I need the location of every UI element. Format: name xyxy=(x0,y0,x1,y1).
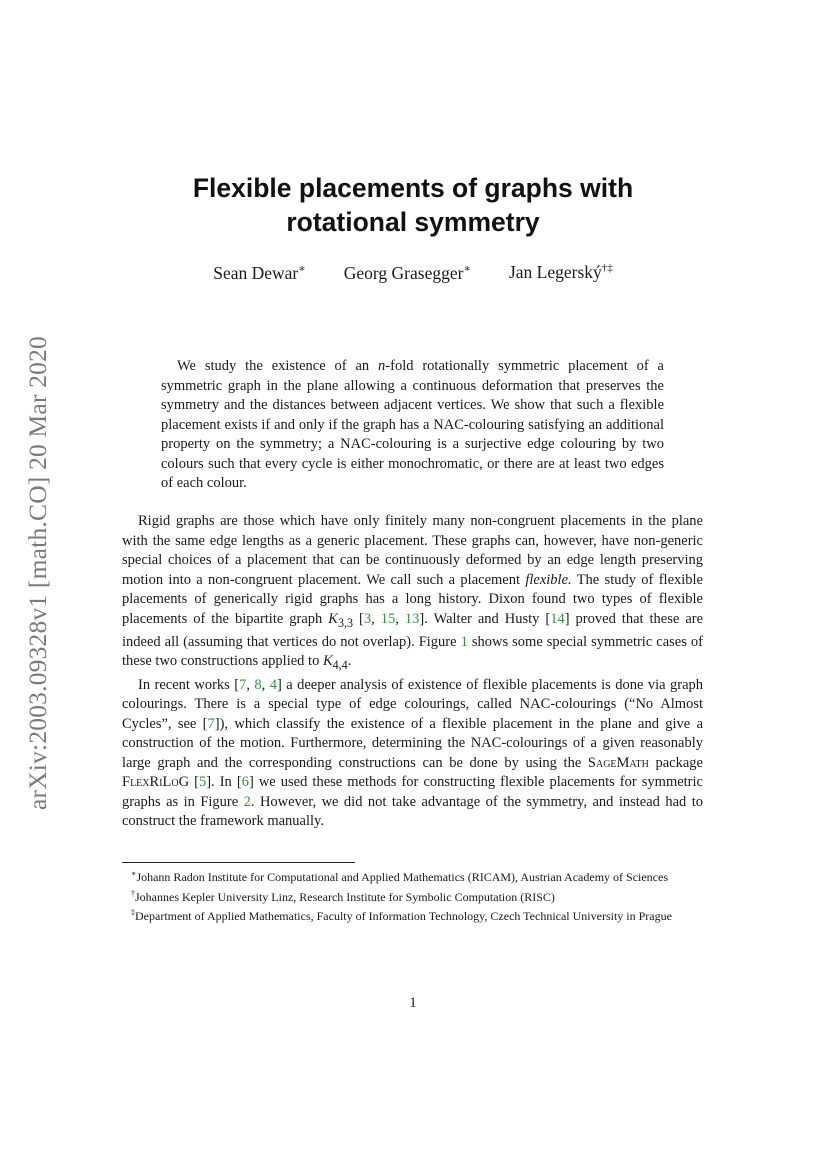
citation-link[interactable]: 7 xyxy=(239,676,247,693)
citation-link[interactable]: 6 xyxy=(241,774,249,791)
abstract-paragraph: We study the existence of an n-fold rotationally symmetric placement of a symmetric graph in the plane allowing a continuous deformation that preserves the symmetry and the distances between adjacent vertices. We show that such a flexible placement exists if and only if the graph has a NAC-colouring satisfying an additional property on the symmetry; a NAC-colouring is a surjective edge colouring by two colours such that every cycle is either monochromatic, or there are at least two edges of each colour. xyxy=(161,358,664,491)
abstract xyxy=(161,357,664,494)
arxiv-identifier-text: arXiv:2003.09328v1 [math.CO] 20 Mar 2020 xyxy=(23,335,52,811)
author-affiliation-mark: ∗ xyxy=(298,263,306,275)
author-name: Sean Dewar xyxy=(213,262,299,283)
title-line-1: Flexible placements of graphs with xyxy=(192,173,634,203)
body-paragraph-1: Rigid graphs are those which have only finitely many non-congruent placements in the plane with the same edge lengths as a generic placement. These graphs can, however, have non-generic special choices of a placement that can be continuously deformed by an edge length preserving motion into a non-congruent placement. We call such a placement flexible. The study of flexible placements of generically rigid graphs has a long history. Dixon found two types of flexible placements of the bipartite graph $K_{3,3}$ [3, 15, 13]. Walter and Husty [14] proved that these are indeed all (assuming that vertices do not overlap). Figure 1 shows some special symmetric cases of these two constructions applied to $K_{4,4}$. xyxy=(122,513,704,673)
figure-link[interactable]: 1 xyxy=(460,633,468,650)
citation-link[interactable]: 5 xyxy=(198,774,207,791)
title-line-2: rotational symmetry xyxy=(286,207,540,237)
footnote-divider xyxy=(122,862,355,863)
introduction-body xyxy=(122,512,703,832)
citation-link[interactable]: 8 xyxy=(254,676,262,693)
footnote-item: ‡Department of Applied Mathematics, Faculty of Information Technology, Czech Technical University in Prague xyxy=(131,908,672,923)
author-name: Georg Grasegger xyxy=(343,262,464,283)
citation-link[interactable]: 4 xyxy=(269,676,277,693)
body-paragraph-2: In recent works [7, 8, 4] a deeper analysis of existence of flexible placements is done via graph colourings. There is a special type of edge colourings, called NAC-colourings (“No Almost Cycles”, see [7]), which classify the existence of a flexible placement in the plane and give a construction of the motion. Furthermore, determining the NAC-colourings of a given reasonably large graph and the corresponding constructions can be done by using the SageMath package FlexRiLoG [5]. In [6] we used these methods for constructing flexible placements for symmetric graphs as in Figure 2. However, we did not take advantage of the symmetry, and instead had to construct the framework manually. xyxy=(122,676,704,830)
author-affiliation-mark: ∗ xyxy=(463,263,471,275)
citation-link[interactable]: 15 xyxy=(380,610,396,627)
author-entry xyxy=(213,262,306,284)
paper-title xyxy=(120,171,706,239)
page-number: 1 xyxy=(409,995,417,1011)
citation-link[interactable]: 7 xyxy=(207,715,215,732)
author-entry xyxy=(344,262,471,284)
footnote-item: †Johannes Kepler University Linz, Research Institute for Symbolic Computation (RISC) xyxy=(131,888,555,904)
author-entry xyxy=(509,262,613,284)
citation-link[interactable]: 14 xyxy=(550,610,565,627)
author-name: Jan Legerský xyxy=(508,262,602,282)
author-list xyxy=(120,262,706,284)
author-affiliation-mark: †‡ xyxy=(601,262,613,275)
citation-link[interactable]: 3 xyxy=(363,610,372,627)
footnote-item: ∗Johann Radon Institute for Computational and Applied Mathematics (RICAM), Austrian Academy of Sciences xyxy=(131,869,669,884)
arxiv-identifier-stamp xyxy=(16,313,60,833)
citation-link[interactable]: 13 xyxy=(404,610,420,627)
footnote-list xyxy=(122,866,703,925)
figure-link[interactable]: 2 xyxy=(243,793,251,810)
